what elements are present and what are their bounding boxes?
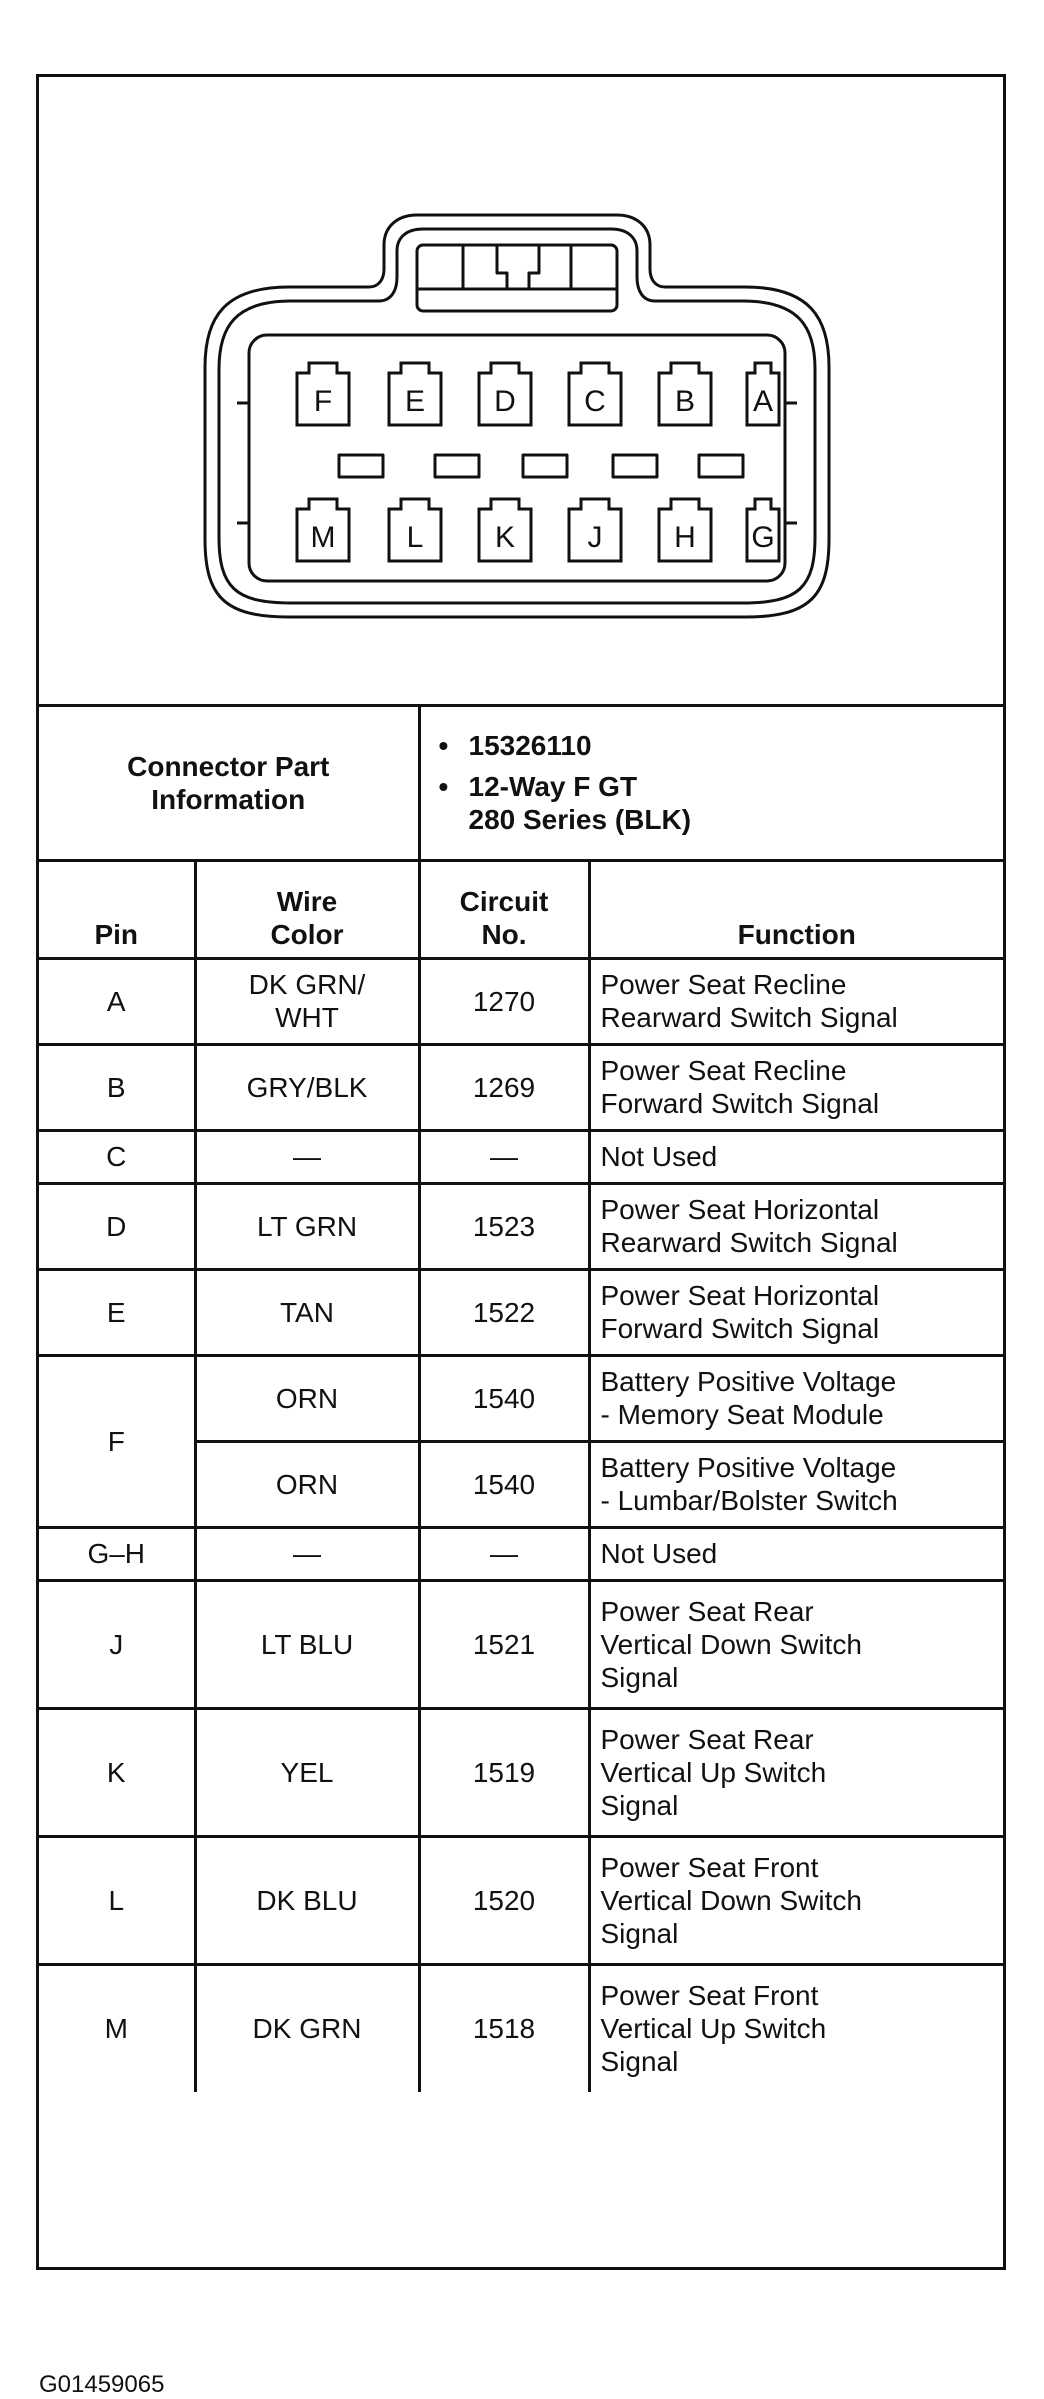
info-description-line2: 280 Series (BLK) [468,804,692,836]
figure-id: G01459065 [39,2371,165,2398]
function-line: Power Seat Horizontal [600,1194,880,1225]
pin-label-top-3: C [584,385,606,418]
function-cell [589,1130,1003,1183]
table-row [39,1580,1003,1708]
function-cell [589,1183,1003,1269]
wire-color-line1: DK GRN/ [248,969,366,1000]
circuit-cell: 1540 [419,1355,589,1441]
function-line: Signal [600,1789,679,1821]
header-circuit [419,860,589,958]
function-line: Power Seat Front [600,1851,819,1883]
info-label-cell [39,707,419,860]
wire-color-cell: GRY/BLK [195,1044,419,1130]
header-circuit-line2: No. [481,918,527,950]
function-cell [589,1044,1003,1130]
pin-label-bottom-5: G [751,521,775,554]
table-row [39,1269,1003,1355]
function-cell [589,1836,1003,1964]
pin-cell: C [39,1130,195,1183]
pin-label-bottom-3: J [587,521,603,554]
pin-label-top-1: E [404,385,426,418]
header-wire-color-line1: Wire [276,885,338,917]
pin-cell: F [39,1355,195,1527]
pin-cell: G–H [39,1527,195,1580]
pin-label-bottom-2: K [494,521,516,554]
wire-color-cell: DK GRN [195,1964,419,2092]
table-row [39,1708,1003,1836]
table-row [39,1044,1003,1130]
function-line: Power Seat Recline [600,1055,847,1086]
connector-sheet [36,74,1006,2398]
table-row [39,1836,1003,1964]
table-row [39,1183,1003,1269]
info-label-line1: Connector Part [127,750,330,782]
table-row [39,1130,1003,1183]
circuit-cell: 1523 [419,1183,589,1269]
pin-cell: B [39,1044,195,1130]
wire-color-cell: TAN [195,1269,419,1355]
circuit-cell: 1269 [419,1044,589,1130]
function-line: Power Seat Horizontal [600,1280,880,1311]
function-line: Forward Switch Signal [600,1313,880,1344]
function-line: Battery Positive Voltage [600,1452,897,1483]
table-row [39,1355,1003,1441]
latch-box [417,245,617,311]
wire-color-cell: ORN [195,1355,419,1441]
info-description-line1: • 12-Way F GT [469,770,994,803]
pin-cell: A [39,958,195,1044]
function-cell [589,1441,1003,1527]
function-cell [589,1527,1003,1580]
pin-label-top-0: F [313,385,333,418]
pin-cell: K [39,1708,195,1836]
connector-diagram [39,77,1003,707]
header-pin: Pin [39,860,195,958]
function-line: Vertical Down Switch [600,1884,862,1916]
function-line: Battery Positive Voltage [600,1366,897,1397]
connector-face-drawing [39,77,1003,704]
function-line: Power Seat Rear [600,1723,814,1755]
pin-label-top-4: B [674,385,696,418]
info-values-cell [419,707,1003,860]
header-wire-color [195,860,419,958]
function-cell [589,958,1003,1044]
info-label-line2: Information [151,783,306,815]
table-header-row [39,860,1003,958]
function-line: Power Seat Front [600,1980,819,2012]
wire-color-cell: — [195,1527,419,1580]
function-line: Rearward Switch Signal [600,1227,898,1258]
wire-color-cell: DK BLU [195,1836,419,1964]
housing-outer-outline [205,215,829,617]
wire-color-cell: LT GRN [195,1183,419,1269]
function-line: Rearward Switch Signal [600,1002,898,1033]
table-row [39,1964,1003,2092]
circuit-cell: 1540 [419,1441,589,1527]
circuit-cell: — [419,1527,589,1580]
function-line: Power Seat Rear [600,1595,814,1627]
pin-cell: J [39,1580,195,1708]
function-line: Power Seat Recline [600,969,847,1000]
circuit-cell: 1519 [419,1708,589,1836]
table-row [39,958,1003,1044]
function-line: Forward Switch Signal [600,1088,880,1119]
wire-color-cell [195,958,419,1044]
pin-cell: M [39,1964,195,2092]
pin-label-bottom-1: L [406,521,424,554]
header-function: Function [589,860,1003,958]
circuit-cell: 1522 [419,1269,589,1355]
header-circuit-line1: Circuit [459,885,549,917]
header-wire-color-line2: Color [270,918,344,950]
function-line: Signal [600,2046,679,2078]
pin-cell: L [39,1836,195,1964]
function-line: Not Used [600,1141,718,1172]
latch-tab [497,245,539,289]
wire-color-cell: LT BLU [195,1580,419,1708]
circuit-cell: 1518 [419,1964,589,2092]
pin-label-bottom-0: M [310,521,336,554]
wire-color-line2: WHT [275,1002,339,1033]
table-row [39,1527,1003,1580]
info-part-number: • 15326110 [469,729,994,762]
circuit-cell: 1270 [419,958,589,1044]
function-line: Signal [600,1917,679,1949]
pin-cell: D [39,1183,195,1269]
wire-color-cell: — [195,1130,419,1183]
housing-inner-outline [219,229,815,603]
pin-table [39,707,1003,2092]
function-cell [589,1269,1003,1355]
info-row [39,707,1003,860]
wire-color-cell: YEL [195,1708,419,1836]
function-line: Vertical Up Switch [600,2013,827,2045]
circuit-cell: 1521 [419,1580,589,1708]
function-line: Signal [600,1661,679,1693]
function-line: - Memory Seat Module [600,1399,884,1430]
circuit-cell: 1520 [419,1836,589,1964]
pin-label-top-5: A [752,385,774,418]
circuit-cell: — [419,1130,589,1183]
pin-label-top-2: D [494,385,516,418]
function-line: Vertical Down Switch [600,1628,862,1660]
function-line: Vertical Up Switch [600,1756,827,1788]
wire-color-cell: ORN [195,1441,419,1527]
function-cell [589,1708,1003,1836]
pin-cell: E [39,1269,195,1355]
function-line: Not Used [600,1538,718,1569]
function-cell [589,1355,1003,1441]
function-cell [589,1580,1003,1708]
function-cell [589,1964,1003,2092]
function-line: - Lumbar/Bolster Switch [600,1485,898,1516]
pin-label-bottom-4: H [674,521,696,554]
